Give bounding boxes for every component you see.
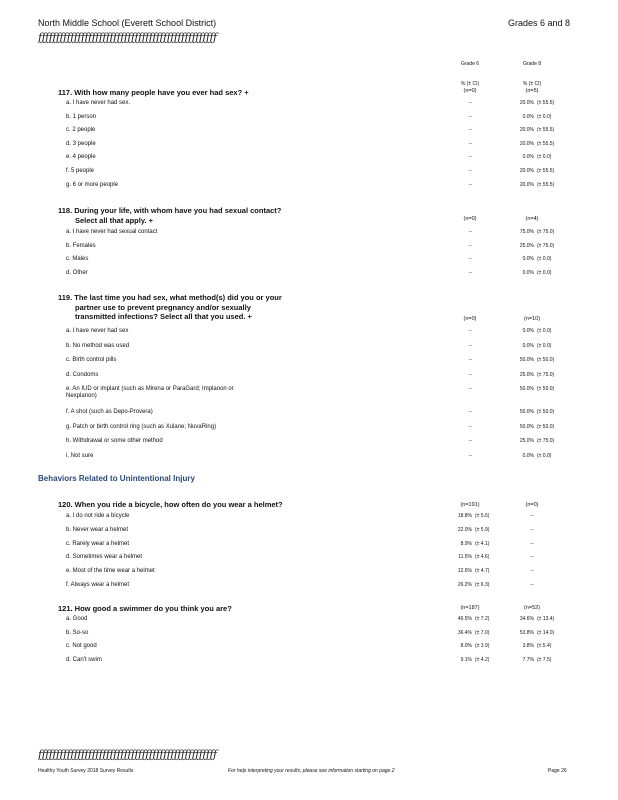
grade6-percent: -- [468,342,472,349]
grade8-percent: 25.0% [519,242,534,249]
header-rule: ƒƒƒƒƒƒƒƒƒƒƒƒƒƒƒƒƒƒƒƒƒƒƒƒƒƒƒƒƒƒƒƒƒƒƒƒƒƒƒƒƒƒƒƒƒƒƒƒƒƒ [38,31,217,44]
grade6-confidence-interval: (± 7.0) [475,629,490,636]
grade8-confidence-interval: (± 55.5) [537,140,555,147]
grade8-column-header: Grade 8 [522,61,542,67]
grade6-percent: -- [468,452,472,459]
answer-option-label: b. Females [66,242,96,249]
grade8-confidence-interval: (± 75.0) [537,438,555,445]
answer-option-label: c. Males [66,256,89,263]
grade8-percent: 3.8% [522,643,534,650]
grade8-confidence-interval: (± 75.0) [537,371,555,378]
question-title: transmitted infections? Select all that you used. + [75,312,252,321]
grade6-confidence-interval: (± 4.6) [475,554,490,561]
grade8-confidence-interval: (± 75.0) [537,242,555,249]
grade8-confidence-interval: (± 0.0) [537,154,552,161]
grade6-percent: -- [468,269,472,276]
grade6-percent: 46.5% [457,616,472,622]
grade8-percent: 53.8% [519,629,534,636]
grade8-percent: 50.0% [519,409,534,415]
grade6-confidence-interval: (± 4.7) [475,568,490,575]
grade8-sample-size: (n=0) [525,502,539,508]
grade6-percent: -- [468,168,472,174]
grade6-percent: 9.1% [460,656,472,663]
grade8-percent: 75.0% [519,229,534,235]
grade8-confidence-interval: (± 0.0) [537,452,552,459]
grade6-confidence-interval: (± 4.1) [475,540,490,547]
grade8-percent: -- [530,554,534,561]
answer-option-label: b. Never wear a helmet [66,526,129,533]
grade6-sample-size: (n=0) [463,216,477,222]
question-title: Select all that apply. + [75,215,154,225]
grade6-percent: -- [468,423,472,430]
grade8-confidence-interval: (± 55.5) [537,181,555,188]
grade8-confidence-interval: (± 0.0) [537,269,552,276]
grade6-percent: -- [468,140,472,147]
answer-option-label: f. 5 people [66,168,95,174]
grade8-confidence-interval: (± 75.0) [537,229,555,235]
answer-option-label: c. Not good [66,643,97,650]
answer-option-label: a. I do not ride a bicycle [66,513,130,519]
grade6-percent: 22.0% [457,526,472,533]
footer-page-number: Page 26 [548,768,567,774]
answer-option-label: b. No method was used [66,342,130,349]
grade8-percent: 20.0% [519,127,534,134]
grade8-confidence-interval: (± 55.5) [537,100,555,106]
answer-option-label: e. Most of the time wear a helmet [66,568,155,575]
grade8-percent: 0.0% [522,328,534,334]
grade6-confidence-interval: (± 4.2) [475,656,490,663]
answer-option-label: e. 4 people [66,154,96,161]
grade6-percent: -- [468,386,472,393]
grade6-percent: -- [468,438,472,445]
grade6-percent: -- [468,242,472,249]
grade6-percent: 12.6% [457,568,472,575]
grade8-percent: 7.7% [522,656,534,663]
grade6-column-header: Grade 6 [460,61,480,67]
answer-option-label: a. Good [66,616,88,622]
grade6-confidence-interval: (± 5.9) [475,526,490,533]
grade8-sample-size: (n=10) [523,316,541,322]
grade8-percent: 50.0% [519,386,534,393]
grade8-confidence-interval: (± 50.0) [537,423,555,430]
answer-option-label: b. So-so [66,629,89,636]
answer-option-label: f. Always wear a helmet [66,582,130,588]
footer-survey-name: Healthy Youth Survey 2018 Survey Results [38,768,134,774]
answer-option-label: e. An IUD or implant (such as Mirena or ParaGard; Implanon or [66,386,234,393]
answer-option-label: h. Withdrawal or some other method [66,438,163,445]
grade8-percent: 25.0% [519,371,534,378]
grade8-confidence-interval: (± 5.4) [537,643,552,650]
grades-label: Grades 6 and 8 [508,18,571,28]
grade6-percent: -- [468,100,472,106]
grade8-sample-size: (n=4) [525,216,539,222]
grade6-percent: -- [468,229,472,235]
grade6-percent: -- [468,371,472,378]
grade8-percent: 0.0% [522,342,534,349]
grade6-sample-size: (n=0) [463,88,477,94]
grade8-percent: 0.0% [522,452,534,459]
answer-option-label: a. I have never had sex [66,328,129,334]
grade8-confidence-interval: (± 0.0) [537,256,552,263]
grade8-percent: -- [530,568,534,575]
grade8-percent: 34.6% [519,616,534,622]
school-name: North Middle School (Everett School District) [38,18,217,28]
grade6-percent: -- [468,154,472,161]
grade8-percent: 20.0% [519,181,534,188]
answer-option-label: d. Condoms [66,371,99,378]
grade8-confidence-interval: (± 50.0) [537,357,555,364]
grade8-percent: 50.0% [519,357,534,364]
question-title: 119. The last time you had sex, what method(s) did you or your [58,293,282,302]
grade8-percent: -- [530,540,534,547]
answer-option-label: b. 1 person [66,113,97,120]
footer-help-text: For help interpreting your results, please see information starting on page 2 [228,768,395,774]
grade8-percent: -- [530,513,534,519]
answer-option-label: d. 3 people [66,140,96,147]
answer-option-label: d. Other [66,269,88,276]
answer-option-label: c. 2 people [66,127,96,134]
grade6-confidence-interval: (± 7.2) [475,616,490,622]
grade8-sample-size: (n=5) [525,88,539,94]
grade6-percent: -- [468,113,472,120]
grade8-percent: 20.0% [519,140,534,147]
grade8-percent: 25.0% [519,438,534,445]
answer-option-label: i. Not sure [66,452,94,459]
grade6-percent: -- [468,181,472,188]
grade8-confidence-interval: (± 13.4) [537,616,555,622]
grade8-percent: 20.0% [519,168,534,174]
question-title: partner use to prevent pregnancy and/or sexually [75,302,251,312]
question-title: 120. When you ride a bicycle, how often do you wear a helmet? [58,500,283,509]
question-title: 117. With how many people have you ever had sex? + [58,88,249,97]
grade8-percent: 0.0% [522,256,534,263]
grade8-confidence-interval: (± 55.5) [537,127,555,134]
grade6-percent: -- [468,328,472,334]
grade6-sample-size: (n=191) [460,502,480,508]
grade8-percent: 0.0% [522,113,534,120]
grade6-percent: 18.8% [457,513,472,519]
grade8-confidence-interval: (± 14.0) [537,629,555,636]
grade6-percent: -- [468,256,472,263]
grade8-confidence-interval: (± 55.5) [537,168,555,174]
grade8-confidence-interval: (± 7.5) [537,656,552,663]
grade6-percent: 8.0% [460,643,472,650]
answer-option-label: a. I have never had sexual contact [66,229,158,235]
grade6-sample-size: (n=187) [460,605,480,611]
grade6-confidence-interval: (± 6.3) [475,582,490,588]
grade8-confidence-interval: (± 0.0) [537,113,552,120]
grade8-percent: 50.0% [519,423,534,430]
grade6-percent: -- [468,409,472,415]
answer-option-label: d. Sometimes wear a helmet [66,554,143,561]
section-title: Behaviors Related to Unintentional Injury [38,474,195,483]
answer-option-label: Nexplanon) [66,393,97,400]
grade8-confidence-interval: (± 50.0) [537,409,555,415]
grade8-percent: 0.0% [522,154,534,161]
grade6-percent: 8.9% [460,540,472,547]
grade6-confidence-interval: (± 5.6) [475,513,490,519]
question-title: 118. During your life, with whom have you had sexual contact? [58,206,282,215]
grade8-stat-label: % (± CI) [522,81,542,87]
grade8-percent: 0.0% [522,269,534,276]
footer-rule: ƒƒƒƒƒƒƒƒƒƒƒƒƒƒƒƒƒƒƒƒƒƒƒƒƒƒƒƒƒƒƒƒƒƒƒƒƒƒƒƒƒƒƒƒƒƒƒƒƒƒ [38,748,217,761]
grade6-sample-size: (n=0) [463,316,477,322]
answer-option-label: d. Can't swim [66,656,102,663]
grade8-confidence-interval: (± 50.0) [537,386,555,393]
grade6-stat-label: % (± CI) [460,81,480,87]
grade6-percent: -- [468,127,472,134]
grade8-percent: 20.0% [519,100,534,106]
answer-option-label: c. Birth control pills [66,357,117,364]
answer-option-label: c. Rarely wear a helmet [66,540,130,547]
answer-option-label: f. A shot (such as Depo-Provera) [66,409,153,415]
question-title: 121. How good a swimmer do you think you are? [58,604,232,613]
grade6-percent: 26.2% [457,582,472,588]
answer-option-label: g. Patch or birth control ring (such as Xulane; NuvaRing) [66,423,217,430]
grade6-percent: 11.5% [458,554,472,561]
grade8-confidence-interval: (± 0.0) [537,328,552,334]
grade8-sample-size: (n=52) [523,605,541,611]
grade8-percent: -- [530,526,534,533]
grade8-percent: -- [530,582,534,588]
answer-option-label: a. I have never had sex. [66,100,131,106]
answer-option-label: g. 6 or more people [66,181,119,188]
grade8-confidence-interval: (± 0.0) [537,342,552,349]
grade6-confidence-interval: (± 3.9) [475,643,490,650]
grade6-percent: -- [468,357,472,364]
grade6-percent: 36.4% [457,629,472,636]
